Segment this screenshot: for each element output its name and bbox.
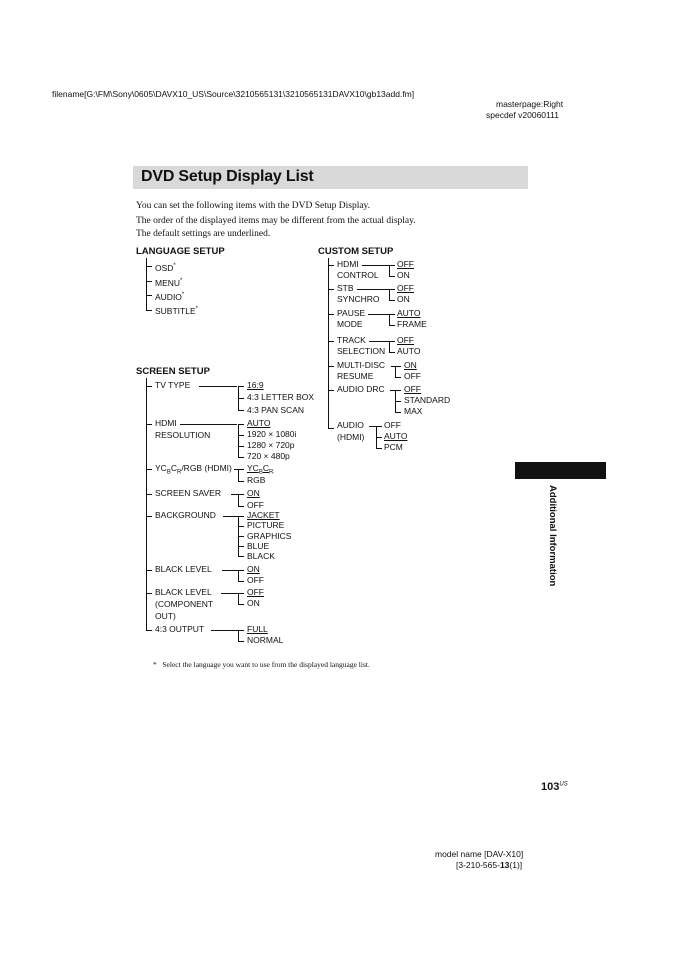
custom-setup-heading: CUSTOM SETUP: [318, 246, 394, 257]
screen-saver-option-on: ON: [247, 488, 260, 498]
custom-tree-line: [328, 258, 329, 429]
audio-drc-option-max: MAX: [404, 406, 423, 416]
footer-model: model name [DAV-X10]: [435, 849, 524, 859]
black-level-option-on: ON: [247, 564, 260, 574]
audio-drc-option-standard: STANDARD: [404, 395, 451, 405]
language-item-menu: MENU*: [155, 277, 183, 288]
black-level-label: BLACK LEVEL: [155, 564, 212, 574]
track-selection-option-off: OFF: [397, 335, 414, 345]
footnote-text: Select the language you want to use from the displayed language list.: [162, 660, 370, 669]
tv-type-option-169: 16:9: [247, 380, 264, 390]
audio-drc-option-off: OFF: [404, 384, 421, 394]
specdef-label: specdef v20060111: [486, 110, 559, 120]
page-number: $103^{US}$: [541, 781, 568, 793]
hdmi-res-option-480p: 720 × 480p: [247, 451, 290, 461]
page-title: DVD Setup Display List: [141, 168, 314, 185]
pause-mode-option-auto: AUTO: [397, 308, 421, 318]
pause-mode-label-2: MODE: [337, 319, 363, 329]
hdmi-control-label: HDMI: [337, 259, 359, 269]
side-tab-marker: [515, 462, 606, 479]
track-selection-label-2: SELECTION: [337, 346, 386, 356]
hdmi-res-option-720p: 1280 × 720p: [247, 440, 295, 450]
hdmi-resolution-label: HDMI: [155, 418, 177, 428]
black-level-component-label-2: (COMPONENT: [155, 599, 214, 609]
background-option-picture: PICTURE: [247, 520, 285, 530]
footnote-mark: *: [153, 660, 157, 669]
audio-hdmi-option-auto: AUTO: [384, 431, 408, 441]
background-option-black: BLACK: [247, 551, 275, 561]
language-setup-heading: LANGUAGE SETUP: [136, 246, 225, 257]
screen-saver-label: SCREEN SAVER: [155, 488, 221, 498]
multi-disc-option-on: ON: [404, 360, 417, 370]
hdmi-res-option-auto: AUTO: [247, 418, 271, 428]
side-tab-label: Additional Information: [547, 485, 558, 587]
audio-hdmi-label-2: (HDMI): [337, 432, 365, 442]
filename-header: filename[G:\FM\Sony\0605\DAVX10_US\Source\3210565131\3210565131DAVX10\gb13add.fm]: [52, 89, 415, 99]
audio-drc-label: AUDIO DRC: [337, 384, 385, 394]
output-43-option-normal: NORMAL: [247, 635, 284, 645]
screen-saver-option-off: OFF: [247, 500, 264, 510]
multi-disc-option-off: OFF: [404, 371, 421, 381]
language-item-osd: OSD*: [155, 262, 176, 273]
background-option-graphics: GRAPHICS: [247, 531, 292, 541]
rgb-option: RGB: [247, 475, 266, 485]
tv-type-option-letterbox: 4:3 LETTER BOX: [247, 392, 315, 402]
audio-hdmi-option-pcm: PCM: [384, 442, 403, 452]
language-item-subtitle: SUBTITLE*: [155, 305, 198, 316]
black-level-component-label: BLACK LEVEL: [155, 587, 212, 597]
black-level-component-option-on: ON: [247, 598, 260, 608]
tv-type-label: TV TYPE: [155, 380, 191, 390]
hdmi-control-label-2: CONTROL: [337, 270, 379, 280]
intro-line-1: You can set the following items with the DVD Setup Display.: [136, 201, 371, 211]
track-selection-label: TRACK: [337, 335, 366, 345]
background-label: BACKGROUND: [155, 510, 216, 520]
hdmi-control-option-off: OFF: [397, 259, 414, 269]
track-selection-option-auto: AUTO: [397, 346, 421, 356]
hdmi-control-option-on: ON: [397, 270, 410, 280]
stb-synchro-option-off: OFF: [397, 283, 414, 293]
audio-hdmi-option-off: OFF: [384, 420, 401, 430]
hdmi-resolution-label-2: RESOLUTION: [155, 430, 211, 440]
ycbcr-rgb-label: $YC_BC_R$/RGB (HDMI): [155, 463, 232, 476]
black-level-option-off: OFF: [247, 575, 264, 585]
output-43-label: 4:3 OUTPUT: [155, 624, 205, 634]
background-option-jacket: JACKET: [247, 510, 280, 520]
black-level-component-label-3: OUT): [155, 611, 176, 621]
stb-synchro-label: STB: [337, 283, 354, 293]
footnote: [153, 660, 370, 669]
footer-code: [3-210-565-13(1)]: [456, 860, 523, 870]
intro-line-3: The default settings are underlined.: [136, 229, 271, 239]
background-option-blue: BLUE: [247, 541, 270, 551]
output-43-option-full: FULL: [247, 624, 268, 634]
ycbcr-option: $YC_BC_R$: [247, 463, 274, 476]
multi-disc-label-2: RESUME: [337, 371, 374, 381]
intro-line-2: The order of the displayed items may be different from the actual display.: [136, 216, 416, 226]
masterpage-label: masterpage:Right: [496, 99, 564, 109]
screen-setup-heading: SCREEN SETUP: [136, 366, 210, 377]
black-level-component-option-off: OFF: [247, 587, 264, 597]
hdmi-res-option-1080i: 1920 × 1080i: [247, 429, 297, 439]
language-item-audio: AUDIO*: [155, 291, 185, 302]
pause-mode-label: PAUSE: [337, 308, 366, 318]
tv-type-option-panscan: 4:3 PAN SCAN: [247, 405, 305, 415]
stb-synchro-label-2: SYNCHRO: [337, 294, 380, 304]
audio-hdmi-label: AUDIO: [337, 420, 364, 430]
title-bar: [133, 166, 528, 189]
pause-mode-option-frame: FRAME: [397, 319, 427, 329]
multi-disc-label: MULTI-DISC: [337, 360, 386, 370]
stb-synchro-option-on: ON: [397, 294, 410, 304]
